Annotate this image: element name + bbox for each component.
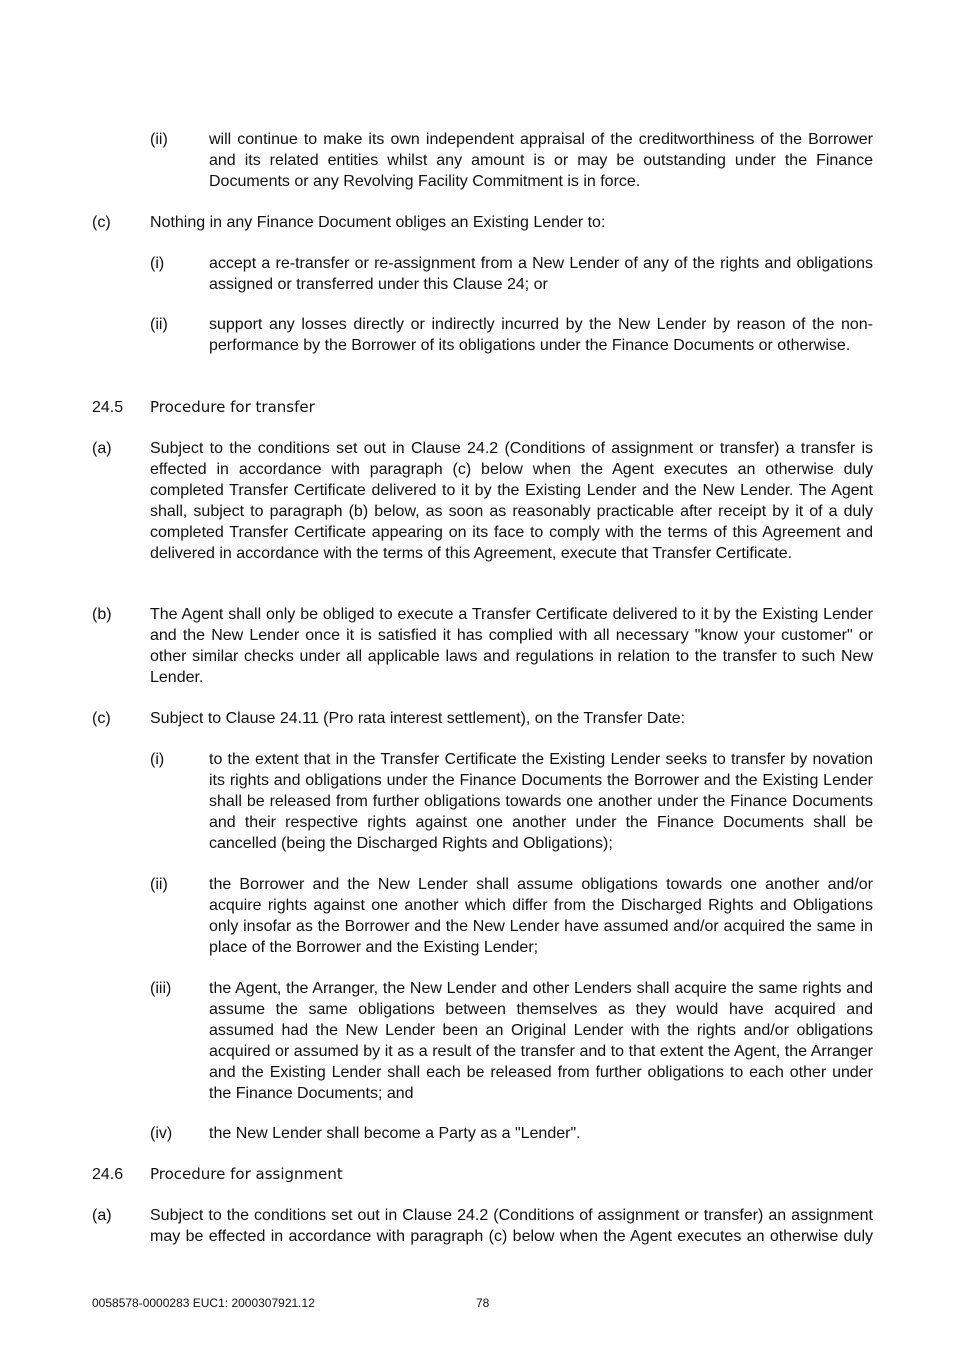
item-label: (iv) bbox=[150, 1125, 173, 1142]
paragraph-text: to the extent that in the Transfer Certificate the Existing Lender seeks to transfer by novation its rights and obligations under the Finance Documents the Borrower and the Existing Lender shall be released from further obligations towards one another under the Finance Documents and their respective rights against one another under the Finance Documents shall be cancelled (being the Discharged Rights and Obligations); bbox=[209, 751, 873, 852]
paragraph-text: the Agent, the Arranger, the New Lender and other Lenders shall acquire the same rights and assume the same obligations between themselves as they would have acquired and assumed had the New Lender been an Original Lender with the rights and/or obligations acquired or assumed by it as a result of the transfer and to that extent the Agent, the Arranger and the Existing Lender shall each be released from further obligations to each other under the Finance Documents; and bbox=[209, 980, 873, 1102]
item-label: (i) bbox=[150, 255, 165, 272]
paragraph-text: the New Lender shall become a Party as a "Lender". bbox=[209, 1125, 581, 1142]
paragraph-text: Subject to Clause 24.11 (Pro rata interest settlement), on the Transfer Date: bbox=[150, 710, 686, 727]
item-label: (b) bbox=[92, 606, 112, 623]
item-label: (ii) bbox=[150, 876, 168, 893]
item-label: (c) bbox=[92, 214, 111, 231]
document-reference: 0058578-0000283 EUC1: 2000307921.12 bbox=[92, 1296, 315, 1310]
section-number: 24.5 bbox=[92, 399, 124, 416]
paragraph-text: Subject to the conditions set out in Clause 24.2 (Conditions of assignment or transfer) an assignment may be effected in accordance with paragraph (c) below when the Agent executes an otherwise duly bbox=[150, 1207, 873, 1245]
item-label: (i) bbox=[150, 751, 165, 768]
section-heading: Procedure for assignment bbox=[150, 1165, 343, 1183]
page-number: 78 bbox=[476, 1296, 490, 1310]
paragraph-text: will continue to make its own independent appraisal of the creditworthiness of the Borrower and its related entities whilst any amount is or may be outstanding under the Finance Documents or any Revolving Facility Commitment is in force. bbox=[209, 131, 873, 190]
section-heading: Procedure for transfer bbox=[150, 398, 315, 416]
item-label: (ii) bbox=[150, 131, 168, 148]
item-label: (ii) bbox=[150, 316, 168, 333]
paragraph-text: Subject to the conditions set out in Clause 24.2 (Conditions of assignment or transfer) a transfer is effected in accordance with paragraph (c) below when the Agent executes an otherwise duly completed Transfer Certificate delivered to it by the Existing Lender and the New Lender. The Agent shall, subject to paragraph (b) below, as soon as reasonably practicable after receipt by it of a duly completed Transfer Certificate appearing on its face to comply with the terms of this Agreement and delivered in accordance with the terms of this Agreement, execute that Transfer Certificate. bbox=[150, 440, 873, 562]
paragraph-text: support any losses directly or indirectly incurred by the New Lender by reason of the non-performance by the Borrower of its obligations under the Finance Documents or otherwise. bbox=[209, 316, 873, 354]
item-label: (a) bbox=[92, 440, 112, 457]
paragraph-text: Nothing in any Finance Document obliges an Existing Lender to: bbox=[150, 214, 606, 231]
paragraph-text: accept a re-transfer or re-assignment from a New Lender of any of the rights and obligations assigned or transferred under this Clause 24; or bbox=[209, 255, 873, 293]
item-label: (a) bbox=[92, 1207, 112, 1224]
section-number: 24.6 bbox=[92, 1166, 124, 1183]
item-label: (iii) bbox=[150, 980, 172, 997]
item-label: (c) bbox=[92, 710, 111, 727]
paragraph-text: The Agent shall only be obliged to execute a Transfer Certificate delivered to it by the Existing Lender and the New Lender once it is satisfied it has complied with all necessary "know your customer" or other similar checks under all applicable laws and regulations in relation to the transfer to such New Lender. bbox=[150, 606, 873, 686]
paragraph-text: the Borrower and the New Lender shall assume obligations towards one another and/or acquire rights against one another which differ from the Discharged Rights and Obligations only insofar as the Borrower and the New Lender have assumed and/or acquired the same in place of the Borrower and the Existing Lender; bbox=[209, 876, 873, 956]
